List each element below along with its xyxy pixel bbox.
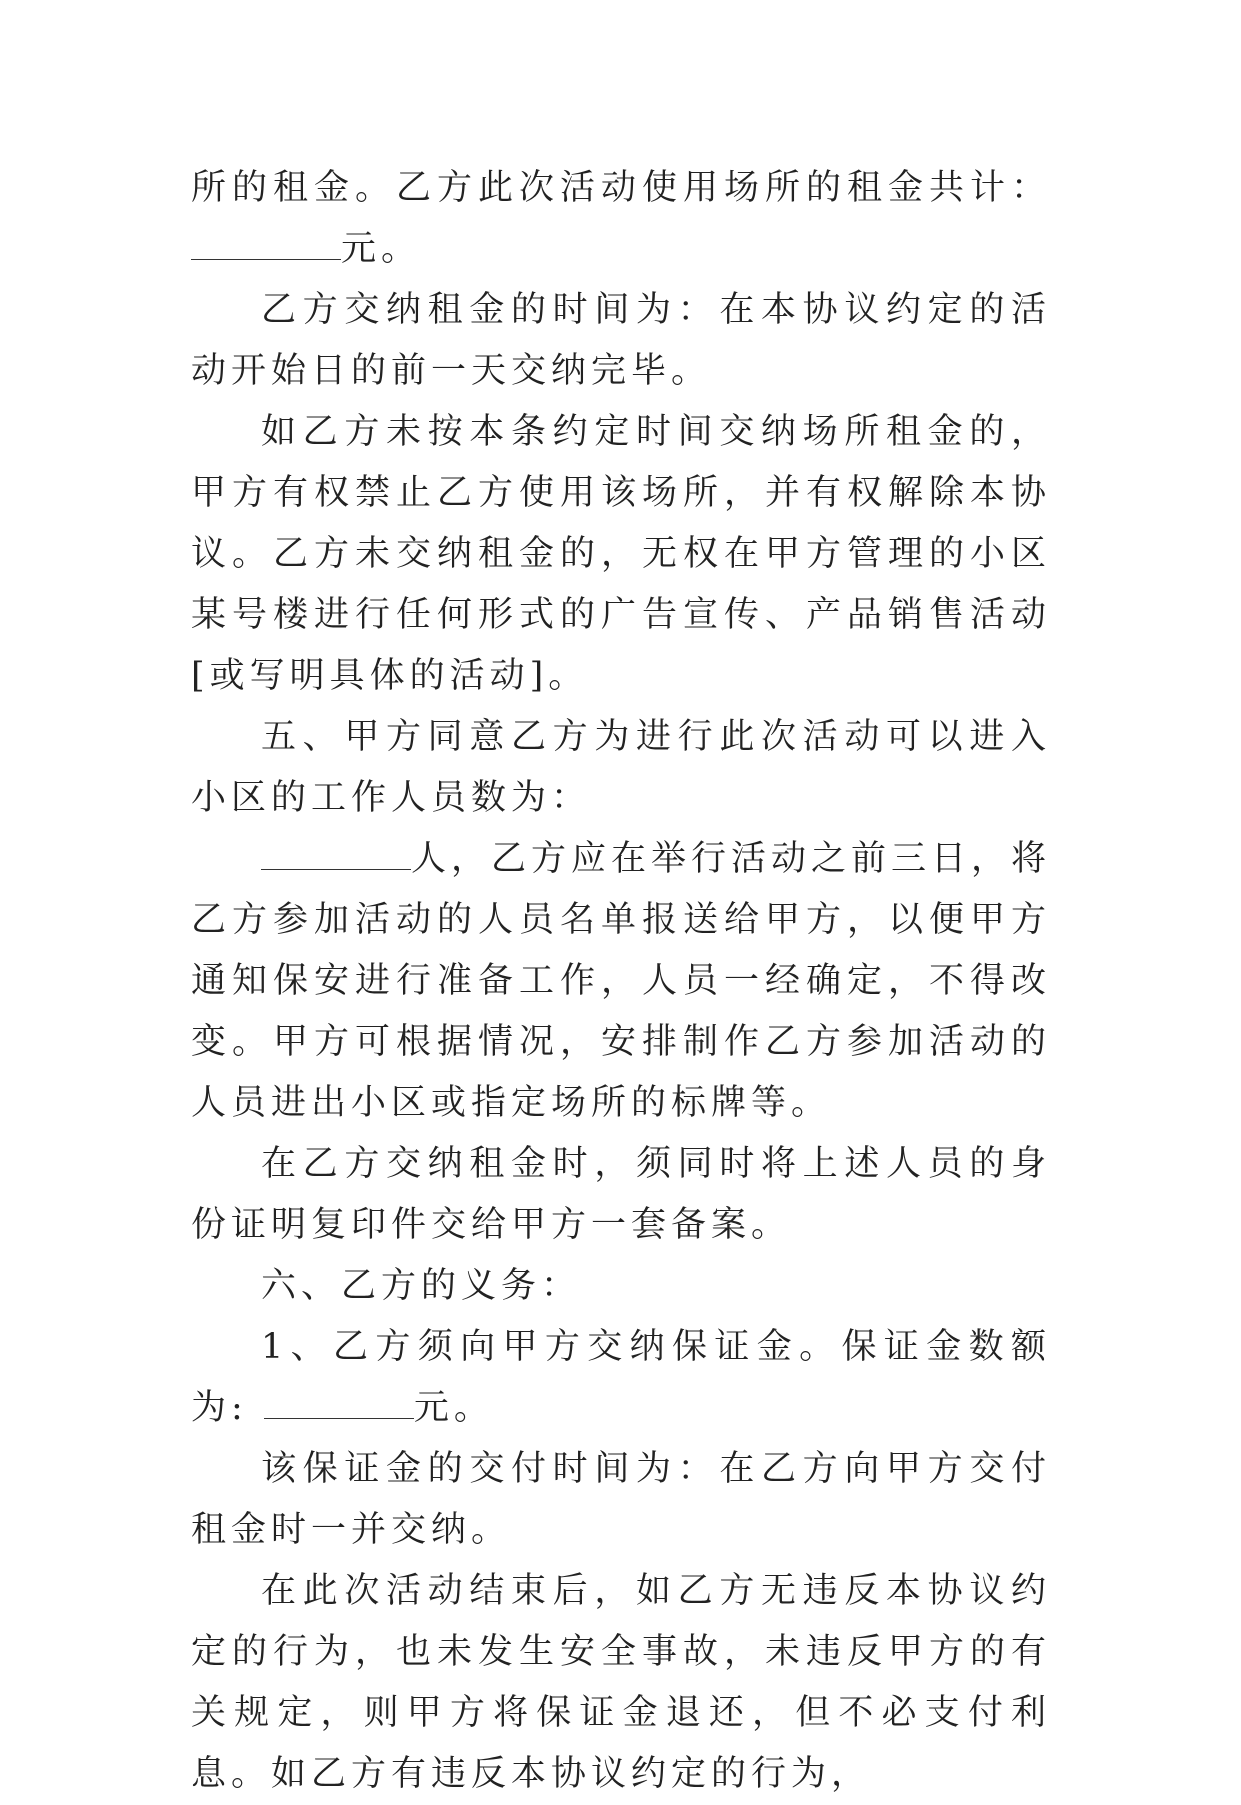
paragraph-rent-total xyxy=(191,158,1051,280)
paragraph-deposit-refund xyxy=(191,1561,1051,1805)
paragraph-text: 1、乙方须向甲方交纳保证金。保证金数额为: xyxy=(191,1327,1051,1428)
fill-in-blank xyxy=(191,235,341,260)
paragraph-clause-six xyxy=(191,1256,1051,1317)
paragraph-text: 六、乙方的义务： xyxy=(261,1266,582,1306)
paragraph-rent-payment-time xyxy=(191,280,1051,402)
fill-in-blank xyxy=(261,845,411,870)
document-body xyxy=(191,158,1051,1805)
paragraph-text: 如乙方未按本条约定时间交纳场所租金的，甲方有权禁止乙方使用该场所，并有权解除本协议。乙方未交纳租金的，无权在甲方管理的小区某号楼进行任何形式的广告宣传、产品销售活动[或写明具体的活动]。 xyxy=(191,412,1051,696)
paragraph-clause-five xyxy=(191,707,1051,829)
paragraph-text: 该保证金的交付时间为：在乙方向甲方交付租金时一并交纳。 xyxy=(191,1449,1051,1550)
paragraph-late-payment xyxy=(191,402,1051,707)
paragraph-text: 人，乙方应在举行活动之前三日，将乙方参加活动的人员名单报送给甲方，以便甲方通知保安进行准备工作，人员一经确定，不得改变。甲方可根据情况，安排制作乙方参加活动的人员进出小区或指定场所的标牌等。 xyxy=(191,839,1052,1123)
paragraph-text: 所的租金。乙方此次活动使用场所的租金共计： xyxy=(191,168,1051,208)
fill-in-blank xyxy=(264,1394,414,1419)
paragraph-text: 元。 xyxy=(413,1388,494,1428)
paragraph-text: 乙方交纳租金的时间为：在本协议约定的活动开始日的前一天交纳完毕。 xyxy=(191,290,1051,391)
paragraph-text: 元。 xyxy=(341,229,422,269)
paragraph-text: 在此次活动结束后，如乙方无违反本协议约定的行为，也未发生安全事故，未违反甲方的有关规定，则甲方将保证金退还，但不必支付利息。如乙方有违反本协议约定的行为， xyxy=(191,1571,1051,1794)
paragraph-deposit-amount xyxy=(191,1317,1051,1439)
paragraph-text: 五、甲方同意乙方为进行此次活动可以进入小区的工作人员数为： xyxy=(191,717,1051,818)
paragraph-deposit-time xyxy=(191,1439,1051,1561)
paragraph-staff-count xyxy=(191,829,1051,1134)
paragraph-id-copies xyxy=(191,1134,1051,1256)
paragraph-text: 在乙方交纳租金时，须同时将上述人员的身份证明复印件交给甲方一套备案。 xyxy=(191,1144,1051,1245)
